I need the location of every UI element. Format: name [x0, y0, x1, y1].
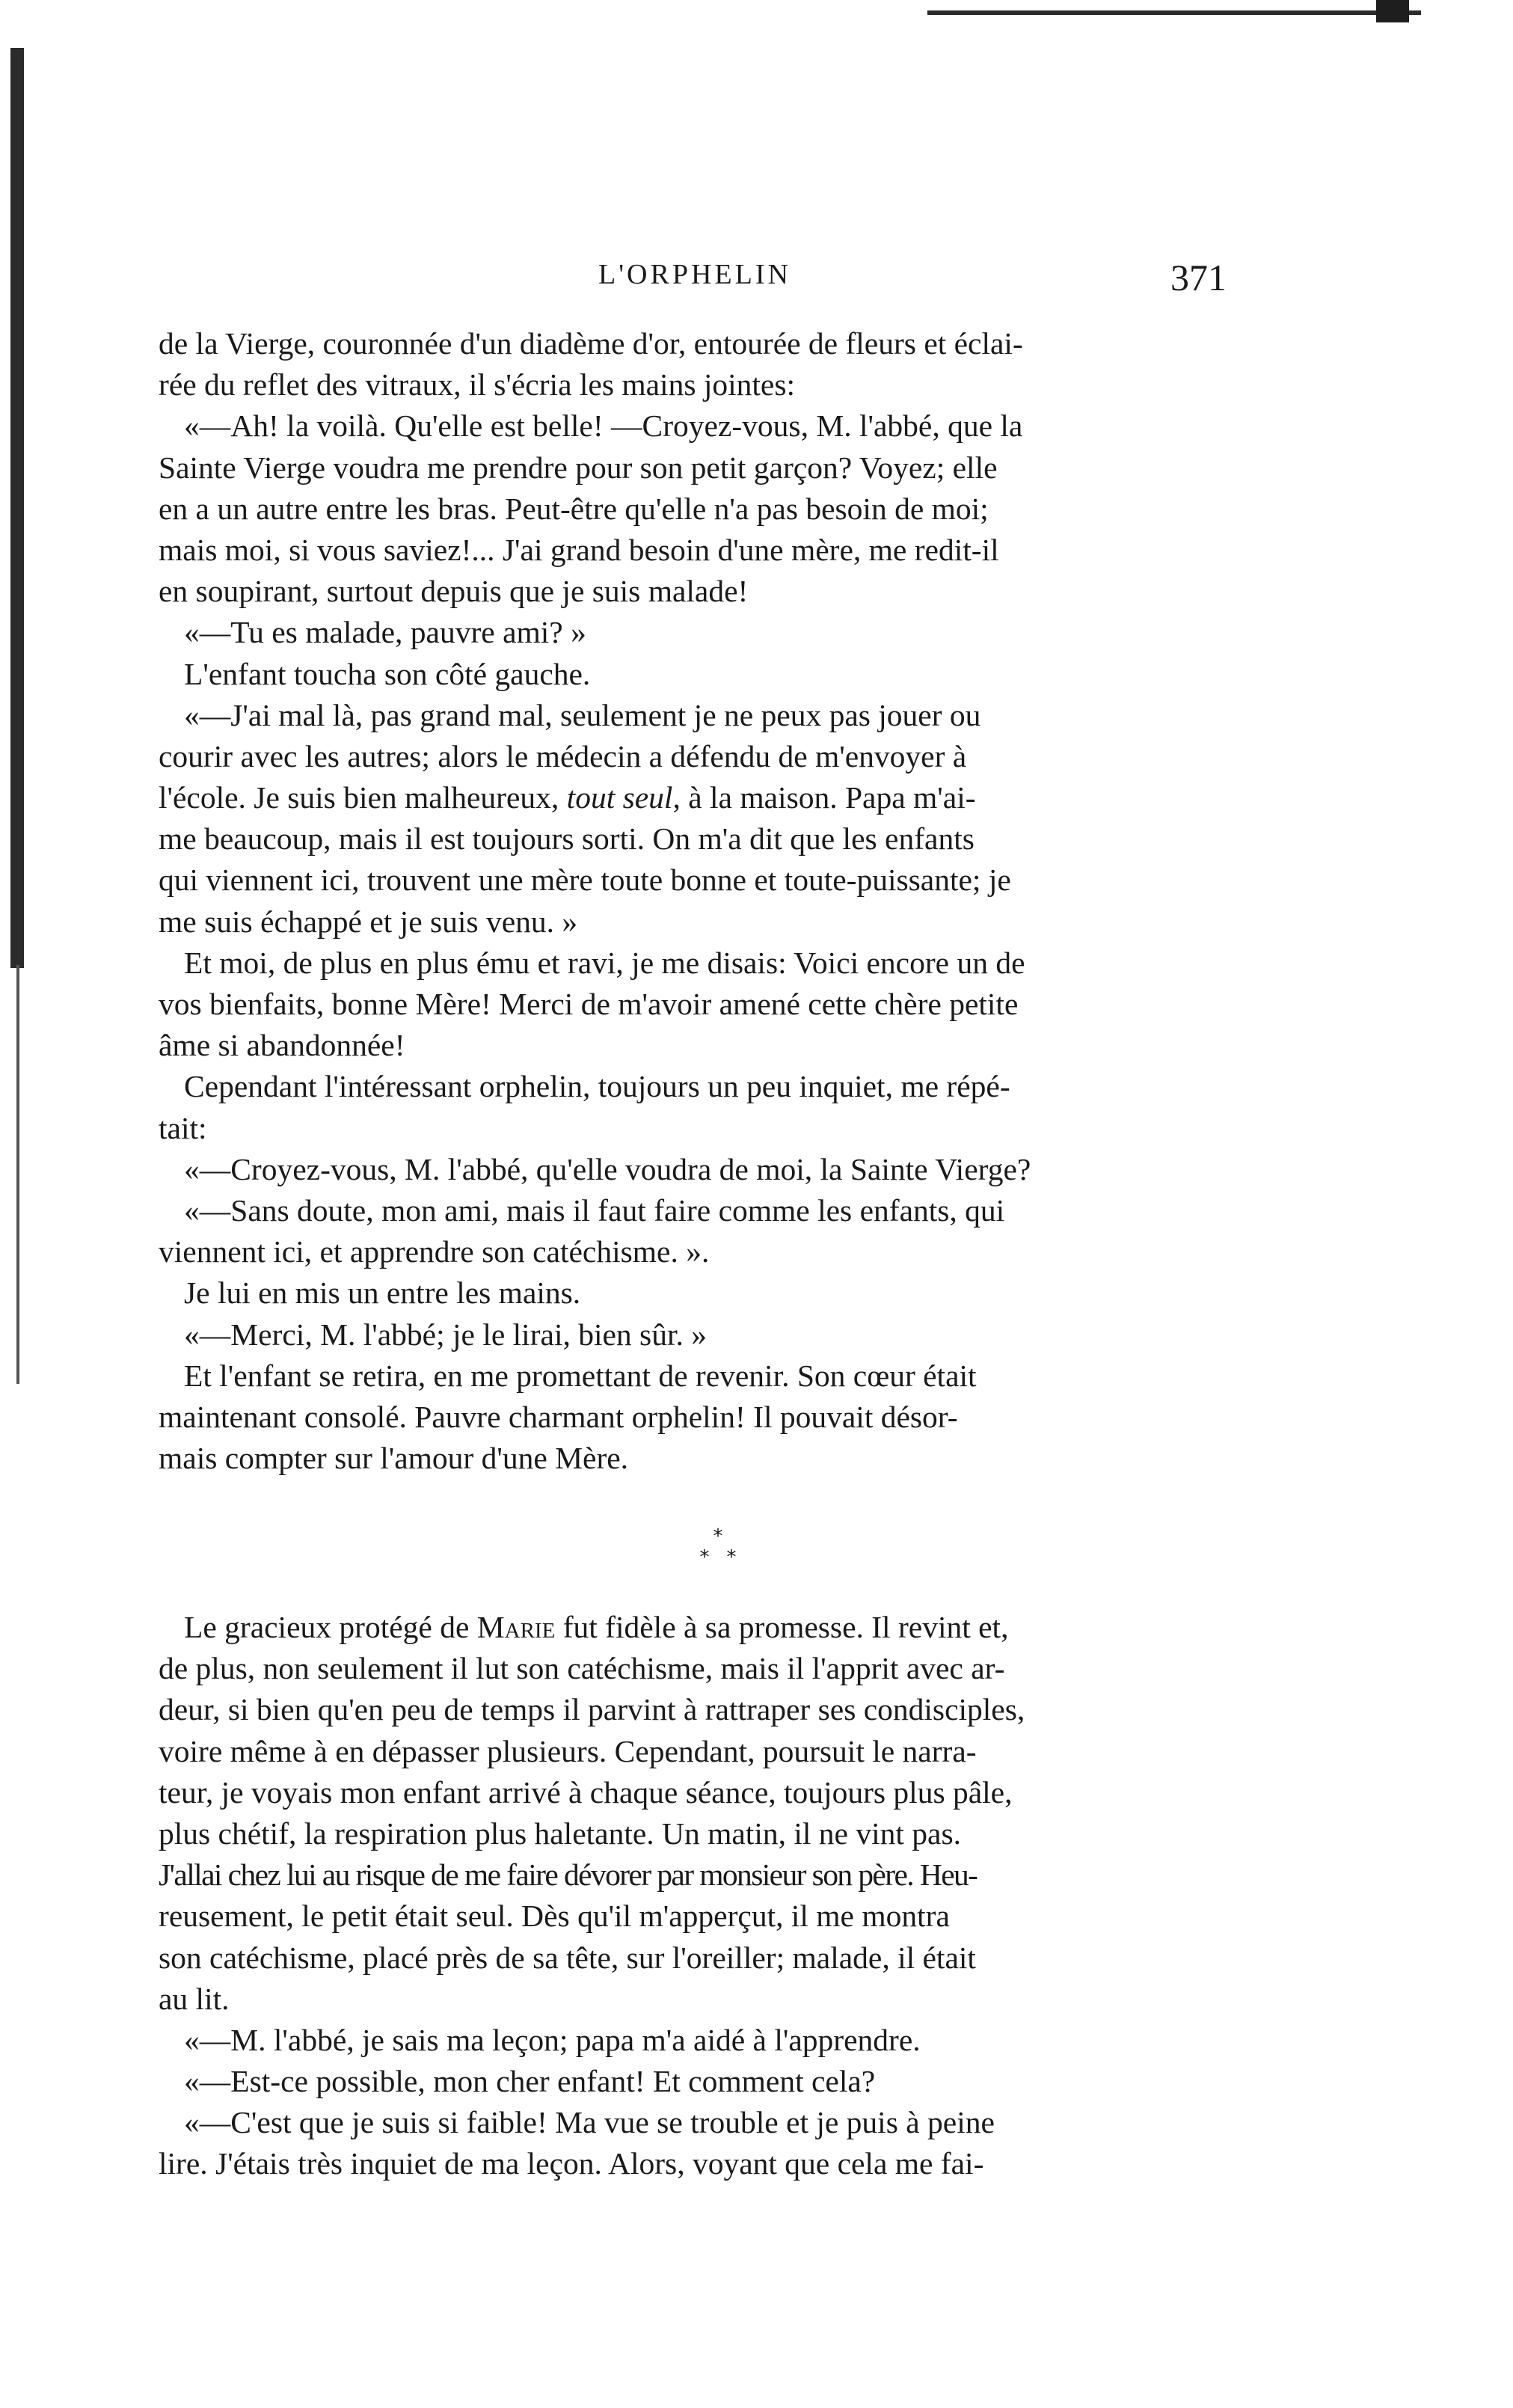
- text-line: «—C'est que je suis si faible! Ma vue se trouble et je puis à peine: [184, 2105, 995, 2140]
- text-line-smallcaps: [159, 1607, 1245, 1648]
- text-line: vos bienfaits, bonne Mère! Merci de m'avoir amené cette chère petite: [159, 987, 1019, 1021]
- text-line: courir avec les autres; alors le médecin a défendu de m'envoyer à: [159, 738, 967, 773]
- text-line: «—J'ai mal là, pas grand mal, seulement je ne peux pas jouer ou: [184, 697, 981, 732]
- text-line: âme si abandonnée!: [159, 1028, 405, 1063]
- running-title: L'ORPHELIN: [598, 259, 791, 290]
- text-line: viennent ici, et apprendre son catéchisme. ».: [159, 1234, 710, 1269]
- text-line: Et moi, de plus en plus ému et ravi, je me disais: Voici encore un de: [184, 945, 1025, 980]
- text-line: mais compter sur l'amour d'une Mère.: [159, 1441, 629, 1476]
- text-line: Et l'enfant se retira, en me promettant de revenir. Son cœur était: [184, 1358, 977, 1393]
- svg-text:*: *: [699, 1546, 710, 1569]
- text-line: en a un autre entre les bras. Peut-être qu'elle n'a pas besoin de moi;: [159, 491, 989, 526]
- text-line: «—M. l'abbé, je sais ma leçon; papa m'a aidé à l'apprendre.: [184, 2022, 921, 2057]
- text-fragment: Le gracieux protégé de: [184, 1610, 477, 1644]
- page-number: 371: [1170, 257, 1227, 298]
- name-marie: Marie: [476, 1610, 556, 1644]
- text-line: qui viennent ici, trouvent une mère toute bonne et toute-puissante; je: [159, 863, 1011, 898]
- text-line: tait:: [159, 1110, 207, 1145]
- text-line: voire même à en dépasser plusieurs. Cependant, poursuit le narra-: [159, 1733, 977, 1768]
- text-line: Je lui en mis un entre les mains.: [184, 1275, 581, 1311]
- text-fragment: , à la maison. Papa m'ai-: [672, 780, 976, 815]
- text-fragment: l'école. Je suis bien malheureux,: [159, 780, 567, 815]
- text-line: de plus, non seulement il lut son catéchisme, mais il l'apprit avec ar-: [159, 1651, 1005, 1686]
- text-line: Sainte Vierge voudra me prendre pour son petit garçon? Voyez; elle: [159, 450, 998, 485]
- body-text-lower: [159, 1607, 1245, 2185]
- svg-text:*: *: [726, 1546, 737, 1569]
- text-line: J'allai chez lui au risque de me faire dévorer par monsieur son père. Heu-: [159, 1857, 978, 1893]
- text-line: rée du reflet des vitraux, il s'écria les mains jointes:: [159, 367, 796, 402]
- text-line: maintenant consolé. Pauvre charmant orphelin! Il pouvait désor-: [159, 1399, 958, 1434]
- text-line-italic: [159, 777, 1245, 818]
- text-line: L'enfant toucha son côté gauche.: [184, 656, 591, 691]
- text-line: deur, si bien qu'en peu de temps il parvint à rattraper ses condisciples,: [159, 1692, 1025, 1727]
- text-line: «—Ah! la voilà. Qu'elle est belle! —Croyez-vous, M. l'abbé, que la: [184, 408, 1023, 444]
- text-line: teur, je voyais mon enfant arrivé à chaque séance, toujours plus pâle,: [159, 1774, 1013, 1810]
- text-line: me beaucoup, mais il est toujours sorti. On m'a dit que les enfants: [159, 821, 975, 857]
- text-fragment: fut fidèle à sa promesse. Il revint et,: [555, 1610, 1009, 1644]
- text-line: de la Vierge, couronnée d'un diadème d'or, entourée de fleurs et éclai-: [159, 326, 1023, 361]
- text-line: «—Tu es malade, pauvre ami? »: [184, 615, 586, 650]
- text-line: reusement, le petit était seul. Dès qu'il m'apperçut, il me montra: [159, 1899, 950, 1934]
- text-line: «—Est-ce possible, mon cher enfant! Et comment cela?: [184, 2064, 876, 2099]
- text-line: me suis échappé et je suis venu. »: [159, 904, 578, 939]
- text-line: plus chétif, la respiration plus haletante. Un matin, il ne vint pas.: [159, 1816, 961, 1851]
- text-line: «—Sans doute, mon ami, mais il faut faire comme les enfants, qui: [184, 1192, 1005, 1228]
- text-line: lire. J'étais très inquiet de ma leçon. Alors, voyant que cela me fai-: [159, 2146, 984, 2181]
- svg-text:*: *: [713, 1526, 723, 1548]
- text-line: en soupirant, surtout depuis que je suis malade!: [159, 574, 749, 609]
- italic-phrase: tout seul: [566, 780, 673, 815]
- asterism-separator: [688, 1526, 748, 1571]
- top-scan-rule: [927, 10, 1421, 15]
- left-binding-edge: [16, 965, 19, 1384]
- top-scan-mark: [1376, 0, 1409, 22]
- text-line: mais moi, si vous saviez!... J'ai grand besoin d'une mère, me redit-il: [159, 532, 999, 567]
- text-line: son catéchisme, placé près de sa tête, sur l'oreiller; malade, il était: [159, 1940, 976, 1975]
- body-text-upper: [159, 323, 1245, 1479]
- text-line: «—Merci, M. l'abbé; je le lirai, bien sûr. »: [184, 1317, 707, 1352]
- text-line: au lit.: [159, 1981, 230, 2016]
- text-line: «—Croyez-vous, M. l'abbé, qu'elle voudra de moi, la Sainte Vierge?: [184, 1151, 1031, 1186]
- left-binding-shadow: [10, 48, 24, 968]
- text-line: Cependant l'intéressant orphelin, toujours un peu inquiet, me répé-: [184, 1069, 1010, 1104]
